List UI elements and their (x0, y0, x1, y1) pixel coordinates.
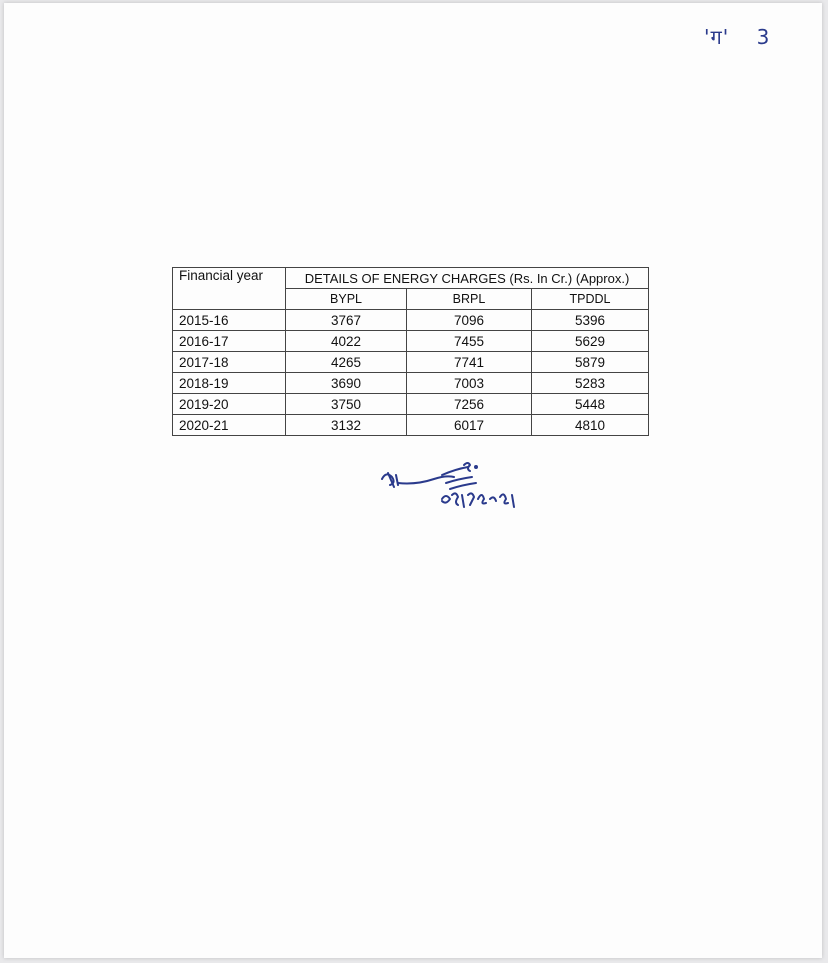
table-row (173, 331, 649, 352)
cell-brpl: 7455 (407, 331, 532, 352)
cell-bypl: 3767 (286, 310, 407, 331)
cell-bypl: 3132 (286, 415, 407, 436)
cell-tpddl: 5448 (532, 394, 649, 415)
energy-charges-header: DETAILS OF ENERGY CHARGES (Rs. In Cr.) (Approx.) (286, 268, 649, 289)
company-header-bypl: BYPL (286, 289, 407, 310)
cell-bypl: 4022 (286, 331, 407, 352)
cell-tpddl: 4810 (532, 415, 649, 436)
energy-charges-table (172, 267, 649, 436)
cell-tpddl: 5879 (532, 352, 649, 373)
cell-tpddl: 5396 (532, 310, 649, 331)
row-year: 2015-16 (173, 310, 286, 331)
cell-tpddl: 5283 (532, 373, 649, 394)
page-number: 3 (756, 25, 771, 49)
cell-bypl: 3690 (286, 373, 407, 394)
page-marker-hindi: 'ग' (704, 25, 730, 49)
table-row (173, 394, 649, 415)
cell-bypl: 3750 (286, 394, 407, 415)
cell-brpl: 7741 (407, 352, 532, 373)
page-marker (704, 23, 770, 50)
table-row (173, 310, 649, 331)
cell-brpl: 6017 (407, 415, 532, 436)
cell-brpl: 7096 (407, 310, 532, 331)
document-page (4, 3, 822, 958)
row-year: 2019-20 (173, 394, 286, 415)
row-year: 2016-17 (173, 331, 286, 352)
cell-tpddl: 5629 (532, 331, 649, 352)
handwritten-signature (376, 461, 566, 513)
cell-brpl: 7256 (407, 394, 532, 415)
financial-year-header: Financial year (173, 268, 286, 310)
row-year: 2020-21 (173, 415, 286, 436)
company-header-brpl: BRPL (407, 289, 532, 310)
table-row (173, 373, 649, 394)
table-row (173, 352, 649, 373)
table-header-row (173, 268, 649, 289)
row-year: 2017-18 (173, 352, 286, 373)
company-header-tpddl: TPDDL (532, 289, 649, 310)
table-row (173, 415, 649, 436)
row-year: 2018-19 (173, 373, 286, 394)
cell-bypl: 4265 (286, 352, 407, 373)
cell-brpl: 7003 (407, 373, 532, 394)
